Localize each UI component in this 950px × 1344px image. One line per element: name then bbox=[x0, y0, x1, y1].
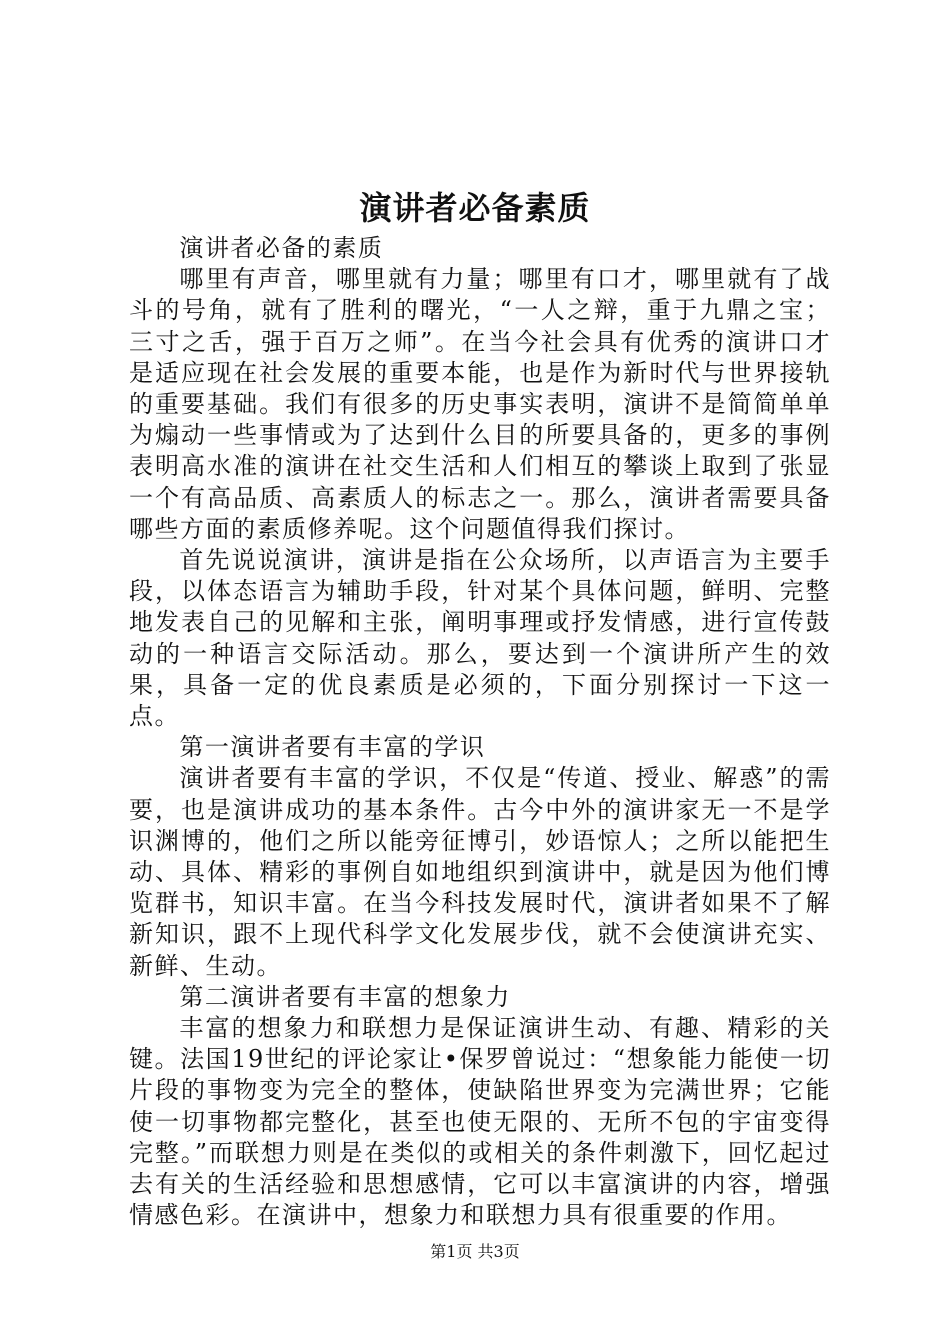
imagination-paragraph: 丰富的想象力和联想力是保证演讲生动、有趣、精彩的关键。法国19世纪的评论家让•保罗曾说过：“想象能力能使一切片段的事物变为完全的整体，使缺陷世界变为完满世界；它能使一切事物都完整化，甚至也使无限的、无所不包的宇宙变得完整。”而联想力则是在类似的或相关的条件刺激下，回忆起过去有关的生活经验和思想感情，它可以丰富演讲的内容，增强情感色彩。在演讲中，想象力和联想力具有很重要的作用。 bbox=[129, 1014, 831, 1230]
document-body bbox=[129, 233, 831, 1232]
subtitle-paragraph: 演讲者必备的素质 bbox=[179, 234, 384, 262]
definition-paragraph: 首先说说演讲，演讲是指在公众场所，以声语言为主要手段，以体态语言为辅助手段，针对某个具体问题，鲜明、完整地发表自己的见解和主张，阐明事理或抒发情感，进行宣传鼓动的一种语言交际活动。那么，要达到一个演讲所产生的效果，具备一定的优良素质是必须的，下面分别探讨一下这一点。 bbox=[129, 546, 831, 731]
intro-paragraph: 哪里有声音，哪里就有力量；哪里有口才，哪里就有了战斗的号角，就有了胜利的曙光，“一人之辩，重于九鼎之宝；三寸之舌，强于百万之师”。在当今社会具有优秀的演讲口才是适应现在社会发展的重要本能，也是作为新时代与世界接轨的重要基础。我们有很多的历史事实表明，演讲不是简简单单为煽动一些事情或为了达到什么目的所要具备的，更多的事例表明高水准的演讲在社交生活和人们相互的攀谈上取到了张显一个有高品质、高素质人的标志之一。那么，演讲者需要具备哪些方面的素质修养呢。这个问题值得我们探讨。 bbox=[129, 265, 831, 543]
document-title: 演讲者必备素质 bbox=[359, 189, 591, 227]
page-footer: 第1页 共3页 bbox=[430, 1242, 520, 1261]
section-heading-1: 第一演讲者要有丰富的学识 bbox=[179, 733, 486, 762]
knowledge-paragraph: 演讲者要有丰富的学识，不仅是“传道、授业、解惑”的需要，也是演讲成功的基本条件。古今中外的演讲家无一不是学识渊博的，他们之所以能旁征博引，妙语惊人；之所以能把生动、具体、精彩的事例自如地组织到演讲中，就是因为他们博览群书，知识丰富。在当今科技发展时代，演讲者如果不了解新知识，跟不上现代科学文化发展步伐，就不会使演讲充实、新鲜、生动。 bbox=[129, 764, 831, 980]
section-heading-2: 第二演讲者要有丰富的想象力 bbox=[179, 982, 511, 1011]
